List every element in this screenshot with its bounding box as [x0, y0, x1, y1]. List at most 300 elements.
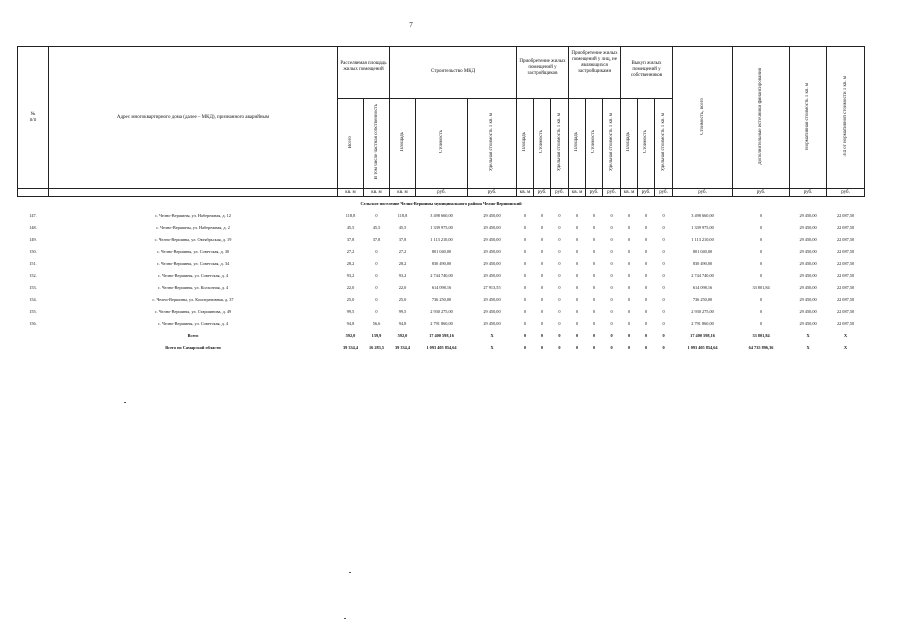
row-value: 0 [375, 284, 378, 290]
row-value: 0 [523, 308, 527, 314]
row-value: 2 744 740,00 [691, 272, 714, 278]
unit-blank [18, 189, 49, 197]
row-value: 0 [523, 296, 527, 302]
row-value: 56,6 [372, 320, 381, 326]
unit-label: кв. м [390, 189, 416, 197]
row-value: 0 [644, 272, 648, 278]
row-value: 37,8 [346, 236, 355, 242]
total-value: 0 [592, 332, 596, 338]
unit-label: кв. м [569, 189, 586, 197]
row-value: 801 040,00 [431, 248, 452, 254]
total-value: 0 [644, 332, 648, 338]
total-value: 139,9 [371, 332, 382, 338]
row-value: 0 [558, 224, 561, 230]
table-row [18, 233, 865, 245]
row-value: 0 [644, 308, 648, 314]
table-row [18, 305, 865, 317]
row-value: 0 [644, 212, 648, 218]
row-value: 0 [759, 212, 763, 218]
row-value: 0 [558, 296, 561, 302]
dev-cost-header: Стоимость [534, 99, 551, 189]
row-value: 0 [523, 284, 527, 290]
unit-label: руб. [416, 189, 468, 197]
row-value: 22 087,50 [836, 236, 855, 242]
row-value: 0 [523, 272, 527, 278]
row-value: 0 [575, 308, 579, 314]
unit-label: руб. [827, 189, 865, 197]
table-row [18, 281, 865, 293]
row-value: 0 [610, 272, 613, 278]
table-row [18, 269, 865, 281]
row-value: 0 [575, 236, 579, 242]
row-value: 22 087,50 [836, 308, 855, 314]
row-value: 29 450,00 [483, 296, 501, 302]
unit-label: кв. м [338, 189, 364, 197]
scan-speck [349, 572, 351, 573]
row-value: 29 450,00 [483, 308, 501, 314]
row-value: 0 [540, 320, 544, 326]
total-value: 1 093 405 854,64 [687, 344, 718, 350]
row-value: 27 913,55 [483, 284, 501, 290]
row-value: 22 087,50 [836, 212, 855, 218]
row-address: с. Челно-Вершины, ул. Октябрьская, д. 19 [154, 236, 232, 242]
row-value: 28,2 [346, 260, 355, 266]
row-value: 0 [644, 296, 648, 302]
row-number: 148. [29, 224, 37, 230]
row-value: 94,8 [346, 320, 355, 326]
unit-label: кв. м [364, 189, 390, 197]
norm-cost-header: Нормативная стоимость 1 кв. м [790, 47, 827, 189]
row-value: 22,0 [346, 284, 355, 290]
row-value: 22,0 [398, 284, 407, 290]
row-value: 37,8 [398, 236, 407, 242]
row-value: 27,2 [398, 248, 407, 254]
group-purchase-dev-header: Приобретение жилых помещений у застройщиков [517, 47, 569, 99]
three-quarters-header: 3/4 от нормативной стоимости 1 кв. м [827, 47, 865, 189]
table-row [18, 209, 865, 221]
total-value: 17 400 598,16 [429, 332, 454, 338]
row-value: 614 098,16 [431, 284, 452, 290]
row-value: 0 [644, 236, 648, 242]
table-row [18, 245, 865, 257]
total-value: 0 [662, 332, 665, 338]
row-value: 22 087,50 [836, 272, 855, 278]
total-value: 64 735 896,36 [748, 344, 774, 350]
row-address: с. Челно-Вершины, ул. Советская, д. 4 [157, 272, 229, 278]
row-value: 0 [662, 248, 665, 254]
row-value: 0 [610, 260, 613, 266]
row-value: 0 [759, 248, 763, 254]
total-row [18, 341, 865, 353]
row-value: 29 450,00 [799, 308, 817, 314]
row-value: 99,5 [346, 308, 355, 314]
table-row [18, 221, 865, 233]
row-value: 0 [575, 260, 579, 266]
unit-label: руб. [790, 189, 827, 197]
row-value: 29 450,00 [799, 212, 817, 218]
total-value: 39 334,4 [342, 344, 359, 350]
row-value: 736 250,00 [692, 296, 713, 302]
row-value: 1 113 210,00 [691, 236, 714, 242]
total-value: 0 [523, 344, 527, 350]
dev-area-header: Площадь [517, 99, 534, 189]
group-area-header: Расселяемая площадь жилых помещений [338, 47, 390, 99]
num-header: № п/п [18, 47, 49, 189]
row-value: 0 [540, 212, 544, 218]
row-value: 0 [523, 260, 527, 266]
row-value: 801 040,00 [692, 248, 713, 254]
row-value: 118,8 [345, 212, 356, 218]
row-value: 22 087,50 [836, 284, 855, 290]
row-value: 29 450,00 [799, 224, 817, 230]
row-value: 0 [558, 260, 561, 266]
row-value: 0 [592, 224, 596, 230]
row-value: 0 [558, 308, 561, 314]
scan-speck [344, 618, 346, 619]
row-value: 0 [662, 224, 665, 230]
total-value: 0 [575, 332, 579, 338]
row-value: 45,5 [346, 224, 355, 230]
row-value: 0 [575, 284, 579, 290]
row-value: 0 [759, 296, 763, 302]
row-value: 830 490,00 [692, 260, 713, 266]
total-value: 0 [627, 332, 631, 338]
total-value: X [843, 344, 848, 350]
row-value: 0 [627, 272, 631, 278]
row-value: 0 [540, 284, 544, 290]
row-value: 94,8 [398, 320, 407, 326]
row-value: 99,5 [398, 308, 407, 314]
row-value: 0 [558, 212, 561, 218]
row-value: 0 [627, 224, 631, 230]
row-value: 0 [662, 296, 665, 302]
row-value: 0 [375, 212, 378, 218]
row-value: 0 [627, 236, 631, 242]
total-value: X [490, 344, 494, 350]
row-value: 0 [558, 320, 561, 326]
row-value: 0 [592, 284, 596, 290]
row-value: 0 [592, 296, 596, 302]
row-value: 830 490,00 [431, 260, 452, 266]
total-value: 17 400 598,16 [690, 332, 715, 338]
row-value: 29 450,00 [799, 284, 817, 290]
row-value: 0 [540, 260, 544, 266]
row-value: 0 [375, 296, 378, 302]
row-value: 33 801,84 [752, 284, 770, 290]
row-value: 0 [610, 296, 613, 302]
mkd-area-header: Площадь [390, 99, 416, 189]
row-number: 153. [29, 284, 37, 290]
total-value: 0 [610, 332, 613, 338]
row-value: 0 [575, 224, 579, 230]
total-value: 0 [662, 344, 665, 350]
row-value: 0 [662, 320, 665, 326]
row-value: 0 [575, 272, 579, 278]
row-address: с. Челно-Вершины, ул. Колхозная, д. 4 [157, 284, 229, 290]
row-value: 29 450,00 [483, 272, 501, 278]
row-value: 0 [592, 272, 596, 278]
row-number: 150. [29, 248, 37, 254]
buyout-unit-cost-header: Удельная стоимость 1 кв. м [655, 99, 673, 189]
total-value: 1 093 405 854,64 [426, 344, 457, 350]
row-value: 0 [540, 236, 544, 242]
row-value: 0 [540, 296, 544, 302]
row-value: 0 [375, 272, 378, 278]
row-value: 0 [523, 248, 527, 254]
row-value: 0 [592, 248, 596, 254]
row-value: 22 087,50 [836, 296, 855, 302]
row-address: с. Челно-Вершины, ул. Кооперативная, д. 37 [152, 296, 234, 302]
row-value: 0 [523, 224, 527, 230]
total-spacer [18, 341, 49, 353]
row-value: 0 [759, 236, 763, 242]
total-value: X [843, 332, 848, 338]
row-value: 0 [627, 320, 631, 326]
row-value: 25,0 [346, 296, 355, 302]
total-value: 0 [627, 344, 631, 350]
row-value: 3 498 660,00 [691, 212, 714, 218]
row-value: 0 [610, 320, 613, 326]
row-value: 93,2 [398, 272, 407, 278]
row-value: 0 [575, 320, 579, 326]
row-value: 0 [375, 308, 378, 314]
row-value: 0 [662, 272, 665, 278]
row-value: 614 098,16 [692, 284, 713, 290]
row-value: 2 744 740,00 [430, 272, 453, 278]
row-number: 154. [29, 296, 37, 302]
total-value: X [806, 332, 810, 338]
total-value: X [490, 332, 494, 338]
row-value: 0 [644, 284, 648, 290]
row-value: 0 [375, 260, 378, 266]
row-value: 0 [644, 248, 648, 254]
row-value: 0 [592, 212, 596, 218]
total-value: 0 [610, 344, 613, 350]
row-value: 0 [540, 248, 544, 254]
total-value: 592,0 [345, 332, 356, 338]
row-value: 0 [644, 320, 648, 326]
table-row [18, 317, 865, 329]
row-value: 0 [558, 248, 561, 254]
row-value: 0 [759, 320, 763, 326]
row-value: 29 450,00 [483, 248, 501, 254]
row-value: 0 [644, 224, 648, 230]
table-row [18, 293, 865, 305]
row-value: 0 [627, 308, 631, 314]
row-number: 155. [29, 308, 37, 314]
row-value: 2 791 860,00 [430, 320, 453, 326]
total-value: 0 [575, 344, 579, 350]
row-value: 2 791 860,00 [691, 320, 714, 326]
row-value: 27,2 [346, 248, 355, 254]
total-row [18, 329, 865, 341]
total-label: Всего [187, 332, 199, 338]
row-value: 0 [759, 260, 763, 266]
total-label: Всего по Самарской области [165, 344, 221, 350]
row-value: 1 339 975,00 [691, 224, 714, 230]
group-buyout-header: Выкуп жилых помещений у собственников [621, 47, 673, 99]
row-value: 29 450,00 [483, 236, 501, 242]
page-number: 7 [409, 21, 413, 29]
unit-label: руб. [603, 189, 621, 197]
row-value: 736 250,00 [431, 296, 452, 302]
row-value: 25,0 [398, 296, 407, 302]
cost-total-header: Стоимость, всего [673, 47, 733, 189]
row-value: 0 [575, 296, 579, 302]
row-value: 0 [592, 236, 596, 242]
total-value: 39 334,4 [394, 344, 411, 350]
total-value: 0 [540, 344, 544, 350]
row-value: 0 [540, 308, 544, 314]
total-value: 0 [523, 332, 527, 338]
unit-label: руб. [586, 189, 603, 197]
mkd-cost-header: Стоимость [416, 99, 468, 189]
row-value: 0 [610, 308, 613, 314]
row-value: 0 [610, 284, 613, 290]
table-row [18, 257, 865, 269]
row-value: 3 498 660,00 [430, 212, 453, 218]
row-value: 29 450,00 [799, 296, 817, 302]
row-value: 37,8 [372, 236, 381, 242]
section-title: Сельское поселение Челно-Вершины муниципального района Челно-Вершинский [360, 200, 522, 206]
row-value: 0 [662, 236, 665, 242]
row-value: 93,2 [346, 272, 355, 278]
row-value: 0 [627, 260, 631, 266]
nondev-cost-header: Стоимость [586, 99, 603, 189]
row-number: 147. [29, 212, 37, 218]
row-number: 152. [29, 272, 37, 278]
group-purchase-nondev-header: Приобретение жилых помещений у лиц, не являющихся застройщиками [569, 47, 621, 99]
row-value: 29 450,00 [483, 260, 501, 266]
unit-label: руб. [534, 189, 551, 197]
unit-label: кв. м [517, 189, 534, 197]
row-value: 0 [523, 212, 527, 218]
unit-label: руб. [638, 189, 655, 197]
row-value: 22 087,50 [836, 320, 855, 326]
row-value: 29 450,00 [799, 320, 817, 326]
total-value: X [806, 344, 810, 350]
dev-unit-cost-header: Удельная стоимость 1 кв. м [551, 99, 569, 189]
unit-blank [49, 189, 338, 197]
total-value: 592,0 [397, 332, 408, 338]
row-value: 28,2 [398, 260, 407, 266]
row-value: 29 450,00 [483, 320, 501, 326]
nondev-unit-cost-header: Удельная стоимость 1 кв. м [603, 99, 621, 189]
buyout-cost-header: Стоимость [638, 99, 655, 189]
row-address: с. Челно-Вершины, ул. Советская, д. 34 [156, 260, 230, 266]
row-value: 0 [558, 284, 561, 290]
total-value: 0 [644, 344, 648, 350]
row-value: 1 339 975,00 [430, 224, 453, 230]
row-value: 0 [592, 260, 596, 266]
row-value: 0 [662, 212, 665, 218]
row-value: 0 [759, 272, 763, 278]
row-value: 0 [558, 236, 561, 242]
row-value: 0 [540, 272, 544, 278]
row-value: 0 [540, 224, 544, 230]
sub-total-header: Всего [338, 99, 364, 189]
row-value: 2 930 275,00 [691, 308, 714, 314]
row-value: 29 450,00 [483, 212, 501, 218]
total-value: 0 [558, 332, 561, 338]
buyout-area-header: Площадь [621, 99, 638, 189]
row-value: 0 [592, 308, 596, 314]
row-value: 0 [575, 212, 579, 218]
row-value: 0 [759, 224, 763, 230]
address-header: Адрес многоквартирного дома (далее – МКД), признанного аварийным [49, 47, 338, 189]
row-value: 45,5 [398, 224, 407, 230]
unit-label: руб. [655, 189, 673, 197]
total-value: 0 [558, 344, 561, 350]
unit-label: руб. [733, 189, 790, 197]
total-value: 33 801,84 [752, 332, 770, 338]
row-value: 29 450,00 [483, 224, 501, 230]
row-value: 0 [627, 248, 631, 254]
row-value: 29 450,00 [799, 236, 817, 242]
row-address: с. Челно-Вершины, ул. Набережная, д. 12 [155, 212, 231, 218]
row-address: с. Челно-Вершины, ул. Набережная, д. 2 [156, 224, 230, 230]
row-value: 0 [592, 320, 596, 326]
row-address: с. Челно-Вершины, ул. Старшинова, д. 49 [154, 308, 232, 314]
row-number: 149. [29, 236, 37, 242]
unit-label: руб. [673, 189, 733, 197]
row-value: 22 087,50 [836, 224, 855, 230]
row-value: 29 450,00 [799, 248, 817, 254]
row-value: 0 [375, 248, 378, 254]
row-value: 45,5 [372, 224, 381, 230]
row-value: 29 450,00 [799, 272, 817, 278]
row-value: 0 [644, 260, 648, 266]
row-value: 1 113 210,00 [430, 236, 453, 242]
row-value: 0 [575, 248, 579, 254]
row-value: 2 930 275,00 [430, 308, 453, 314]
row-value: 0 [627, 284, 631, 290]
row-address: с. Челно-Вершины, ул. Советская, д. 30 [156, 248, 230, 254]
unit-label: кв. м [621, 189, 638, 197]
row-value: 0 [759, 308, 763, 314]
group-mkd-header: Строительство МКД [390, 47, 517, 99]
row-number: 156. [29, 320, 37, 326]
row-value: 0 [662, 308, 665, 314]
nondev-area-header: Площадь [569, 99, 586, 189]
row-value: 0 [610, 236, 613, 242]
row-value: 22 087,50 [836, 260, 855, 266]
row-value: 0 [523, 236, 527, 242]
total-spacer [18, 329, 49, 341]
total-value: 16 283,5 [368, 344, 385, 350]
row-address: с. Челно-Вершины, ул. Советская, д. 4 [157, 320, 229, 326]
row-value: 29 450,00 [799, 260, 817, 266]
row-value: 22 087,50 [836, 248, 855, 254]
row-value: 0 [610, 224, 613, 230]
row-value: 0 [662, 260, 665, 266]
sub-private-header: В том числе частная собственность [364, 99, 390, 189]
row-number: 151. [29, 260, 37, 266]
row-value: 0 [627, 296, 631, 302]
total-value: 0 [592, 344, 596, 350]
row-value: 0 [558, 272, 561, 278]
housing-table [17, 46, 865, 353]
row-value: 0 [662, 284, 665, 290]
extra-financing-header: Дополнительные источники финансирования [733, 47, 790, 189]
unit-label: руб. [468, 189, 517, 197]
row-value: 0 [523, 320, 527, 326]
row-value: 118,8 [397, 212, 408, 218]
row-value: 0 [627, 212, 631, 218]
scan-speck [124, 402, 126, 403]
unit-label: руб. [551, 189, 569, 197]
row-value: 0 [610, 212, 613, 218]
